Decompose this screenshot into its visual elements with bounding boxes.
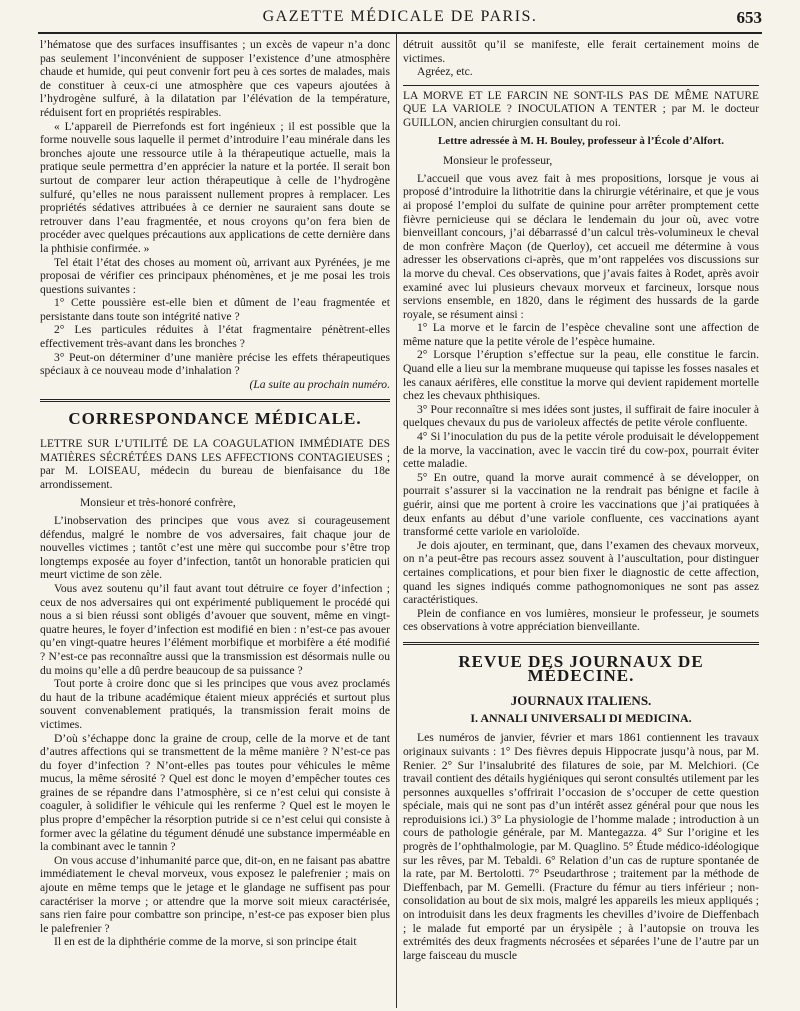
journal-title: GAZETTE MÉDICALE DE PARIS. [262,8,538,25]
section-rule [403,642,759,645]
paragraph: Vous avez soutenu qu’il faut avant tout détruire ce foyer d’infection ; ceux de nos adversaires qui ont expérimenté publiquement le procédé qui nous a si bien réussi sont obligés d’avouer que souvent, même en vingt-quatre heures, le foyer d’infection est modifié en bien : n’est-ce pas avouer qu’en vingt-quatre heures l’élément morbifique et morbifère a été modifié ? N’est-ce pas reconnaître aussi que la transmission est désormais nulle ou du moins qu’elle a dû perdre beaucoup de sa puissance ? [40,581,390,677]
salutation: Monsieur et très-honoré confrère, [80,496,236,510]
signoff: Agréez, etc. [417,65,473,79]
paragraph: 5° En outre, quand la morve aurait commencé à se développer, on pourrait s’assurer si la vaccination ne la rendrait pas bénigne et facile à guérir, ainsi que me portent à croire les vaccinations que j’ai pratiquées à deux enfants au début d’une variole confluente, ces vaccinations ayant transformé cette variole en varioloïde. [403,470,759,539]
sub-title: I. ANNALI UNIVERSALI DI MEDICINA. [470,710,692,725]
paragraph: Tout porte à croire donc que si les principes que vous avez proclamés du haut de la tribune académique étaient mieux appréciés et surtout plus souvent convenablement pratiqués, la transmission ferait moins de victimes. [40,677,390,731]
paragraph: L’inobservation des principes que vous avez si courageusement défendus, malgré le nombre de vos adversaires, fait chaque jour de nouvelles victimes ; tantôt c’est une mère qui succombe pour s’être trop longtemps exposée au foyer d’infection, tantôt un honorable praticien qui meurt victime de son zèle. [40,514,390,582]
paragraph: Plein de confiance en vos lumières, monsieur le professeur, je soumets ces observations à votre appréciation bienveillante. [403,606,759,634]
paragraph: D’où s’échappe donc la graine de croup, celle de la morve et de tant d’autres affections qui se transmettent de la même manière ? N’est-ce pas du foyer d’infection ? N’ont-elles pas toutes pour véhicules le même mucus, la même sérosité ? Quel est donc le moyen d’empêcher toutes ces graines de se répandre dans l’atmosphère, si ce n’est celui qui consiste à coaguler, à solidifier le véhicule qui les renferme ? Quel est le moyen le plus propre d’empêcher la résorption putride si ce n’est celui qui consiste à former avec la gélatine du tégument dénudé une substance imperméable en la combinant avec le tannin ? [40,731,390,854]
paragraph: 2° Les particules réduites à l’état fragmentaire pénètrent-elles effectivement très-avant dans les bronches ? [40,323,390,351]
salutation: Monsieur le professeur, [443,154,553,168]
paragraph: 1° Cette poussière est-elle bien et dûment de l’eau fragmentée et persistante dans toute son intégrité native ? [40,296,390,323]
sub-title: JOURNAUX ITALIENS. [510,693,652,709]
section-title: REVUE DES JOURNAUX DE MÉDECINE. [458,651,704,685]
section-title: CORRESPONDANCE MÉDICALE. [68,409,362,429]
paragraph: On vous accuse d’inhumanité parce que, dit-on, en ne faisant pas abattre immédiatement le cheval morveux, vous exposez le palefrenier ; mais on ajoute en même temps que le jetage et le glandage ne suffisent pas pour caractériser la morve ; or attendre que la morve soit mieux caractérisée, sans rien faire pour combattre son principe, n’est-ce pas exposer bien plus le palefrenier ? [40,853,390,935]
paragraph: Les numéros de janvier, février et mars 1861 contiennent les travaux originaux suivants : 1° Des fièvres depuis Hippocrate jusqu’à nous, par M. Renier. 2° Sur l’insalubrité des filatures de soie, par M. Melchiori. (Ce travail contient des détails hygiéniques qui seront consultés utilement par les personnes auxquelles s’offrirait l’occasion de s’occuper de cette question spéciale, mais qui ne sont pas d’un intérêt assez général pour que nous les reproduisions ici.) 3° La physiologie de l’homme malade ; introduction à un cours de pathologie générale, par M. Mantegazza. 4° Sur l’origine et les progrès de l’ophthalmologie, par M. Quaglino. 5° Étude médico-idéologique sur les rêves, par M. Tebaldi. 6° Relation d’un cas de rupture spontanée de la rate, par M. Bertolotti. 7° Pseudarthrose ; traitement par la méthode de Dieffenbach, par M. Gemelli. (Fracture du fémur au tiers inférieur ; non-consolidation au bout de six mois, malgré les appareils les mieux appliqués ; on introduisit dans les deux fragments les chevilles d’ivoire de Dieffenbach ; le malade fut emporté par un érysipèle ; à l’autopsie on trouva les extrémités des deux fragments nécrosées et séparées l’une de l’autre par un large faisceau du muscle [403,731,759,962]
paragraph: 2° Lorsque l’éruption s’effectue sur la peau, elle constitue le farcin. Quand elle a lieu sur la membrane muqueuse qui tapisse les fosses nasales et les canaux aérifères, elle constitue la morve qui devient rapidement mortelle chez les chevaux phthisiques. [403,348,759,403]
paragraph: Je dois ajouter, en terminant, que, dans l’examen des chevaux morveux, on n’a peut-être pas recours assez souvent à l’auscultation, pour distinguer certaines complications, et pour bien fixer le diagnostic de cette affection, quand les signes indiqués comme pathognomoniques ne sont pas assez caractéristiques. [403,538,759,607]
page-number: 653 [736,8,762,27]
paragraph: 3° Peut-on déterminer d’une manière précise les effets thérapeutiques spéciaux à ce nouveau mode d’inhalation ? [40,350,390,378]
right-column [403,38,759,1006]
paragraph: 4° Si l’inoculation du pus de la petite vérole produisait le développement de la morve, la vaccination, avec le vaccin tiré du cow-pox, pourrait éviter cette maladie. [403,430,759,471]
running-head [38,6,762,34]
section-rule [40,399,390,402]
paragraph: Il en est de la diphthérie comme de la morve, si son principe était [54,935,357,949]
paragraph: L’accueil que vous avez fait à mes propositions, lorsque je vous ai proposé d’introduire la lithotritie dans la chirurgie vétérinaire, et que je vous ai proposé l’emploi du sulfate de quinine pour arrêter promptement cette fièvre pernicieuse qui se déclara le lendemain du jour où, avec votre bienveillant concours, j’ai débarrassé d’un calcul très-volumineux le cheval de mon confrère Maçon (de Querloy), cet accueil me détermine à vous adresser les observations ci-après, que m’ont rappelées vos discussions sur la morve du cheval. Ces observations, que j’avais faites à Rodet, après avoir examiné avec lui plusieurs chevaux morveux et farcineux, lorsque nous servions ensemble, en 1820, dans le régiment des hussards de la garde royale, se résument ainsi : [403,171,759,321]
left-column [40,38,390,1006]
to-be-continued: (La suite au prochain numéro. [249,377,390,391]
paragraph: « L’appareil de Pierrefonds est fort ingénieux ; il est possible que la forme nouvelle sous laquelle il permet d’introduire l’eau minérale dans les bronches ajoute une ressource utile à la thérapeutique actuelle, mais la pratique seule permettra d’en apprécier la nature et la portée. Il serait bon surtout de comparer leur action thérapeutique à celle de l’hydrogène sulfuré, qu’elles ne nous paraissent nullement propres à remplacer. Les propriétés sédatives attribuées à ce dernier ne sauraient sans doute se retrouver dans l’eau fragmentée, et nous croyons qu’on fera bien de procéder avec quelques précautions aux applications de cette dernière dans la phthisie confirmée. » [40,119,390,255]
column-divider [396,34,397,1008]
paragraph: l’hématose que des surfaces insuffisantes ; un excès de vapeur n’a donc pas seulement l’inconvénient de supposer l’existence d’une atmosphère chaude et humide, qui peut convenir fort peu à ces sortes de malades, mais de constituer à ceux-ci une atmosphère que ces vapeurs ajoutées à l’hydrogène sulfuré, à la dilatation par l’élévation de la température, réduisent fort en propriétés respirables. [40,38,390,119]
letter-heading: Lettre adressée à M. H. Bouley, professeur à l’École d’Alfort. [437,134,725,147]
article-title: LETTRE SUR L’UTILITÉ DE LA COAGULATION IMMÉDIATE DES MATIÈRES SÉCRÉTÉES DANS LES AFFECTIONS CONTAGIEUSES ; par M. LOISEAU, médecin du bureau de bienfaisance du 18e arrondissement. [40,438,390,491]
paragraph: 3° Pour reconnaître si mes idées sont justes, il suffirait de faire inoculer à quelques chevaux du pus de varioleux affectés de petite vérole confluente. [403,402,759,430]
article-rule [403,85,759,86]
paragraph: Tel était l’état des choses au moment où, arrivant aux Pyrénées, je me proposai de vérifier ces principaux phénomènes, et je me posai les trois questions suivantes : [40,255,390,296]
paragraph: détruit aussitôt qu’il se manifeste, elle ferait certainement moins de victimes. [403,38,759,65]
article-title: LA MORVE ET LE FARCIN NE SONT-ILS PAS DE MÊME NATURE QUE LA VARIOLE ? INOCULATION A TENTER ; par M. le docteur GUILLON, ancien chirurgien consultant du roi. [403,89,759,129]
paragraph: 1° La morve et le farcin de l’espèce chevaline sont une affection de même nature que la petite vérole de l’espèce humaine. [403,321,759,348]
